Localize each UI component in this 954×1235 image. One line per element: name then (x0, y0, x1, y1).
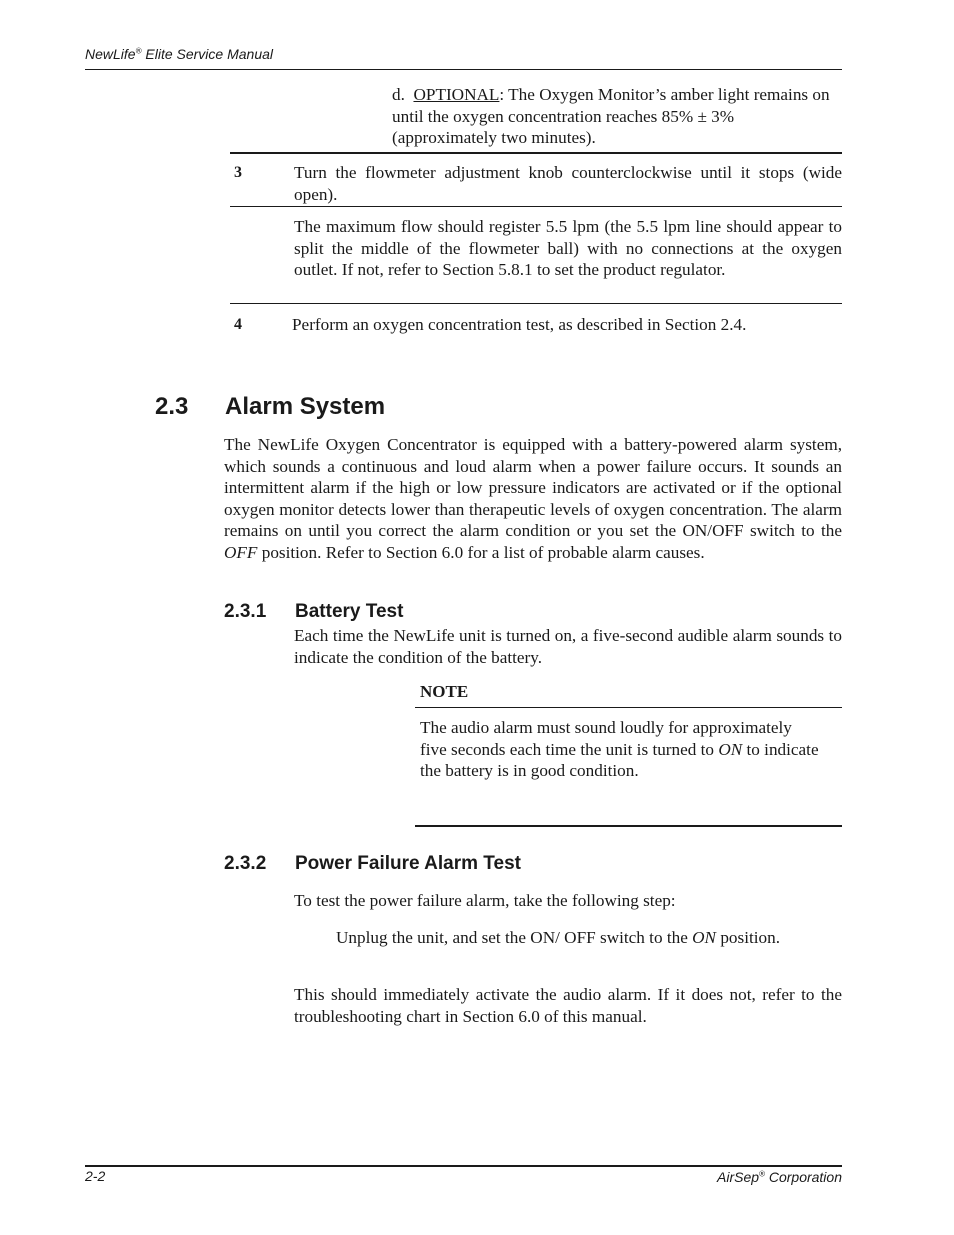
section-paragraph (224, 434, 842, 564)
subsection-1-title: Battery Test (295, 601, 404, 622)
step-d (392, 84, 832, 149)
section-paragraph-part-a: The NewLife Oxygen Concentrator is equipped with a battery-powered alarm system, which sounds a continuous and loud alarm when a power failure occurs. It sounds an intermittent alarm if the high or low pressure indicators are activated or if the optional oxygen monitor detects lower than therapeutic levels of oxygen concentration. The alarm remains on until you correct the alarm condition or you set the ON/OFF switch to the (224, 435, 842, 541)
table-rule-3 (230, 303, 842, 304)
step-d-text: : The Oxygen Monitor’s amber light remains on until the oxygen concentration reaches 85% ± 3% (approximately two minutes). (392, 85, 830, 148)
subsection-1-text: Each time the NewLife unit is turned on, a five-second audible alarm sounds to indicate the condition of the battery. (294, 626, 842, 667)
note-text-part-a: The audio alarm must sound loudly for approximately five seconds each time the unit is turned to (420, 718, 792, 759)
note-label: NOTE (420, 682, 469, 701)
subsection-2-step-part-b: position. (716, 928, 781, 947)
subsection-2-title: Power Failure Alarm Test (295, 853, 521, 874)
subsection-2-step (336, 927, 806, 949)
footer-page-number: 2-2 (85, 1168, 106, 1184)
section-number: 2.3 (155, 393, 189, 420)
note-bottom-rule (415, 825, 842, 827)
step-3-detail: The maximum flow should register 5.5 lpm (the 5.5 lpm line should appear to split the middle of the flowmeter ball) with no connections at the oxygen outlet. If not, refer to Section 5.8.1 to set the product regulator. (294, 217, 842, 280)
section-title: Alarm System (225, 393, 386, 420)
table-rule-1 (230, 152, 842, 154)
subsection-2-intro: To test the power failure alarm, take the following step: (294, 891, 676, 910)
note-top-rule (415, 707, 842, 708)
note-text-part-b: to indicate the battery is in good condition. (420, 739, 819, 781)
subsection-2-step-on: ON (692, 928, 717, 947)
header-reg-mark: ® (135, 46, 142, 56)
subsection-1-number: 2.3.1 (224, 601, 267, 622)
section-paragraph-part-b: position. Refer to Section 6.0 for a list of probable alarm causes. (257, 542, 705, 562)
step-d-optional: OPTIONAL (413, 85, 500, 104)
subsection-2-outro: This should immediately activate the audio alarm. If it does not, refer to the troubleshooting chart in Section 6.0 of this manual. (294, 985, 842, 1026)
step-3-text: Turn the flowmeter adjustment knob counterclockwise until it stops (wide open). (294, 163, 842, 204)
footer-company (717, 1169, 842, 1185)
header-title-rest: Elite Service Manual (141, 46, 274, 62)
step-3-number: 3 (234, 164, 242, 181)
section-paragraph-off: OFF (224, 542, 258, 562)
header-rule (85, 69, 842, 70)
note-text (420, 717, 820, 782)
step-4-number: 4 (234, 316, 242, 333)
footer-reg-mark: ® (759, 1169, 765, 1179)
step-4-text: Perform an oxygen concentration test, as described in Section 2.4. (292, 315, 747, 334)
note-text-on: ON (718, 739, 743, 759)
page-header (85, 46, 273, 62)
footer-company-name: AirSep (717, 1169, 760, 1185)
header-brand: NewLife (85, 46, 136, 62)
table-rule-2 (230, 206, 842, 207)
footer-company-rest: Corporation (764, 1169, 842, 1185)
subsection-2-step-part-a: Unplug the unit, and set the ON/ OFF switch to the (336, 928, 693, 947)
subsection-2-number: 2.3.2 (224, 853, 267, 874)
step-d-prefix: d. (392, 85, 405, 104)
footer-rule (85, 1165, 842, 1167)
